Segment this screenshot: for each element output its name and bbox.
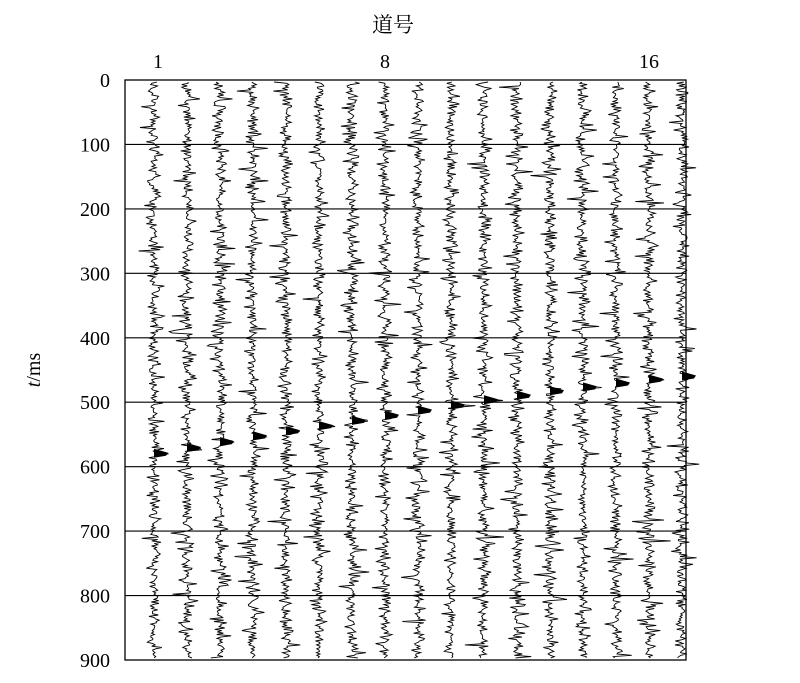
y-tick-label: 400 xyxy=(80,327,110,350)
trace-14 xyxy=(567,82,602,658)
event-lobe-8 xyxy=(385,411,399,420)
y-tick-label: 200 xyxy=(80,198,110,221)
y-axis-title-symbol: t xyxy=(23,381,45,388)
y-axis-title xyxy=(23,353,45,388)
y-axis-title-unit: /ms xyxy=(23,352,45,382)
trace-16 xyxy=(632,82,671,658)
x-tick-label: 16 xyxy=(639,51,659,73)
trace-9 xyxy=(401,82,432,658)
trace-12 xyxy=(499,82,533,658)
trace-3 xyxy=(208,82,236,658)
y-tick-label: 100 xyxy=(80,134,110,157)
event-lobe-5 xyxy=(286,426,300,435)
event-lobe-9 xyxy=(418,406,432,415)
event-lobe-3 xyxy=(220,437,234,446)
trace-13 xyxy=(531,82,568,658)
plot-frame xyxy=(125,80,686,660)
y-tick-label: 800 xyxy=(80,585,110,608)
trace-10 xyxy=(439,82,475,658)
x-tick-label: 8 xyxy=(380,51,390,73)
trace-7 xyxy=(337,82,369,658)
event-lobe-4 xyxy=(253,431,267,440)
event-lobe-16 xyxy=(649,375,663,384)
event-lobe-11 xyxy=(484,395,498,404)
trace-4 xyxy=(235,82,270,658)
svg-text:t/ms xyxy=(23,353,45,388)
event-lobe-2 xyxy=(187,443,201,452)
y-tick-label: 0 xyxy=(100,70,110,92)
grid-lines xyxy=(125,144,686,595)
event-lobe-13 xyxy=(550,386,564,395)
trace-5 xyxy=(268,82,301,658)
y-tick-label: 300 xyxy=(80,263,110,286)
trace-11 xyxy=(465,82,504,658)
event-lobe-6 xyxy=(319,421,333,430)
event-lobe-1 xyxy=(154,449,168,458)
trace-17 xyxy=(667,82,699,658)
trace-group xyxy=(139,82,700,658)
y-tick-label: 500 xyxy=(80,392,110,415)
trace-2 xyxy=(169,82,201,658)
trace-6 xyxy=(303,82,335,658)
x-tick-label: 1 xyxy=(153,51,163,73)
trace-15 xyxy=(600,82,634,658)
event-lobe-15 xyxy=(616,379,630,388)
event-lobe-7 xyxy=(352,416,366,425)
chart-title: 道号 xyxy=(372,13,414,37)
event-lobe-14 xyxy=(583,382,597,391)
trace-1 xyxy=(139,82,169,658)
y-tick-label: 900 xyxy=(80,650,110,672)
event-lobe-12 xyxy=(517,391,531,400)
y-tick-label: 600 xyxy=(80,456,110,479)
y-tick-label: 700 xyxy=(80,521,110,544)
event-lobe-17 xyxy=(682,371,696,380)
trace-8 xyxy=(369,82,402,658)
